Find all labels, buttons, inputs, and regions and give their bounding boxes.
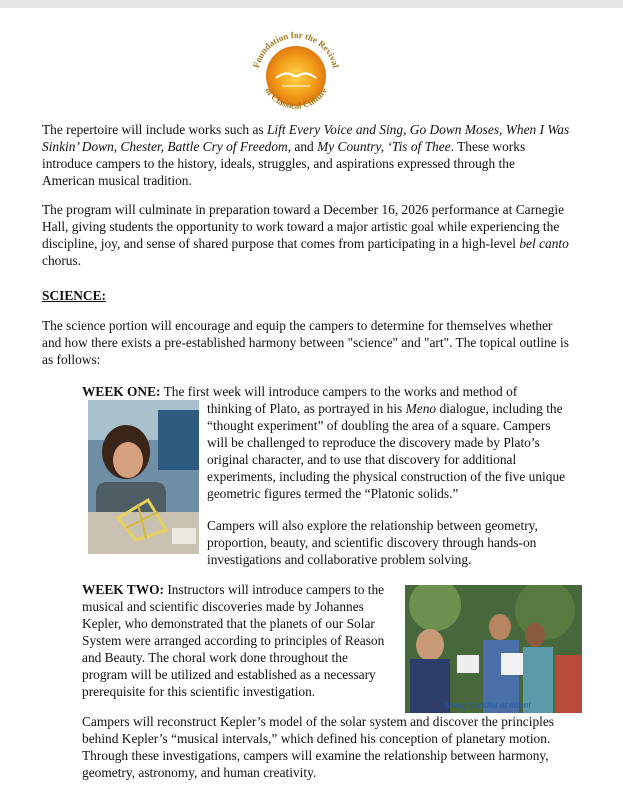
- week-one-first-line: [82, 383, 582, 400]
- logo-text-top: Foundation for the Revival: [250, 29, 342, 69]
- week-one-label: WEEK ONE:: [82, 384, 161, 399]
- week-one-body: [207, 400, 567, 502]
- program-italic: bel canto: [519, 236, 569, 251]
- week-one-paragraph-2: Campers will also explore the relationship between geometry, proportion, beauty, and scientific discovery through hands-on investigations and collaborative problem solving.: [207, 518, 538, 567]
- foundation-logo: [246, 26, 346, 126]
- logo-text-bottom: of Classical Culture: [263, 85, 329, 111]
- week-one-text-post: dialogue, including the “thought experiment” of doubling the area of a square. Campers will be challenged to reproduce the discovery made by Plato’s original character, and to use that discovery for additional experiments, including the physical construction of the five unique geometric figures termed the “Platonic solids.”: [207, 401, 566, 501]
- week-one-line1: The first week will introduce campers to the works and method of: [160, 384, 518, 399]
- week-one-text-pre: thinking of Plato, as portrayed in his: [207, 401, 406, 416]
- repertoire-text-mid: , and: [287, 139, 318, 154]
- program-text: The program will culminate in preparation toward a December 16, 2026 performance at Carnegie Hall, giving students the opportunity to work toward a major artistic goal while experiencing the discipline, joy, and sense of shared purpose that comes from participating in a high-level: [42, 202, 565, 251]
- sundial-caption: Using Sundial at noon!: [445, 700, 531, 710]
- program-paragraph: [42, 201, 570, 269]
- week-two-paragraph: [82, 581, 394, 700]
- science-heading: SCIENCE:: [42, 288, 106, 303]
- repertoire-works-list: Lift Every Voice and Sing, Go Down Moses, When I Was Sinkin’ Down, Chester, Battle Cry of Freedom: [42, 122, 570, 154]
- science-intro: The science portion will encourage and equip the campers to determine for themselves whether and how there exists a pre-established harmony between "science" and "art". The topical outline is as follows:: [42, 318, 569, 367]
- window-top-bar: [0, 0, 623, 8]
- week-two-text: Instructors will introduce campers to the musical and scientific discoveries made by Johannes Kepler, who demonstrated that the planets of our Solar System were arranged according to principles of Reason and Beauty. The choral work done throughout the program will be utilized and established as a necessary prerequisite for this scientific investigation.: [82, 582, 385, 699]
- student-geometry-photo: [88, 400, 199, 554]
- week-two-label: WEEK TWO:: [82, 582, 164, 597]
- week-one-italic: Meno: [405, 401, 437, 416]
- program-text-end: chorus.: [42, 253, 82, 268]
- repertoire-text-intro: The repertoire will include works such as: [42, 122, 267, 137]
- sundial-photo: [405, 585, 582, 713]
- repertoire-works-final: My Country, ‘Tis of Thee: [317, 139, 451, 154]
- closing-paragraph: Campers will reconstruct Kepler’s model of the solar system and discover the principles behind Kepler’s “musical intervals,” which defined his conception of planetary motion. Through these investigations, campers will examine the relationship between harmony, geometry, astronomy, and human creativity.: [82, 714, 555, 780]
- repertoire-paragraph: [42, 121, 570, 189]
- repertoire-text-end: . These works introduce campers to the history, ideals, struggles, and aspirations expressed through the American musical tradition.: [42, 139, 526, 188]
